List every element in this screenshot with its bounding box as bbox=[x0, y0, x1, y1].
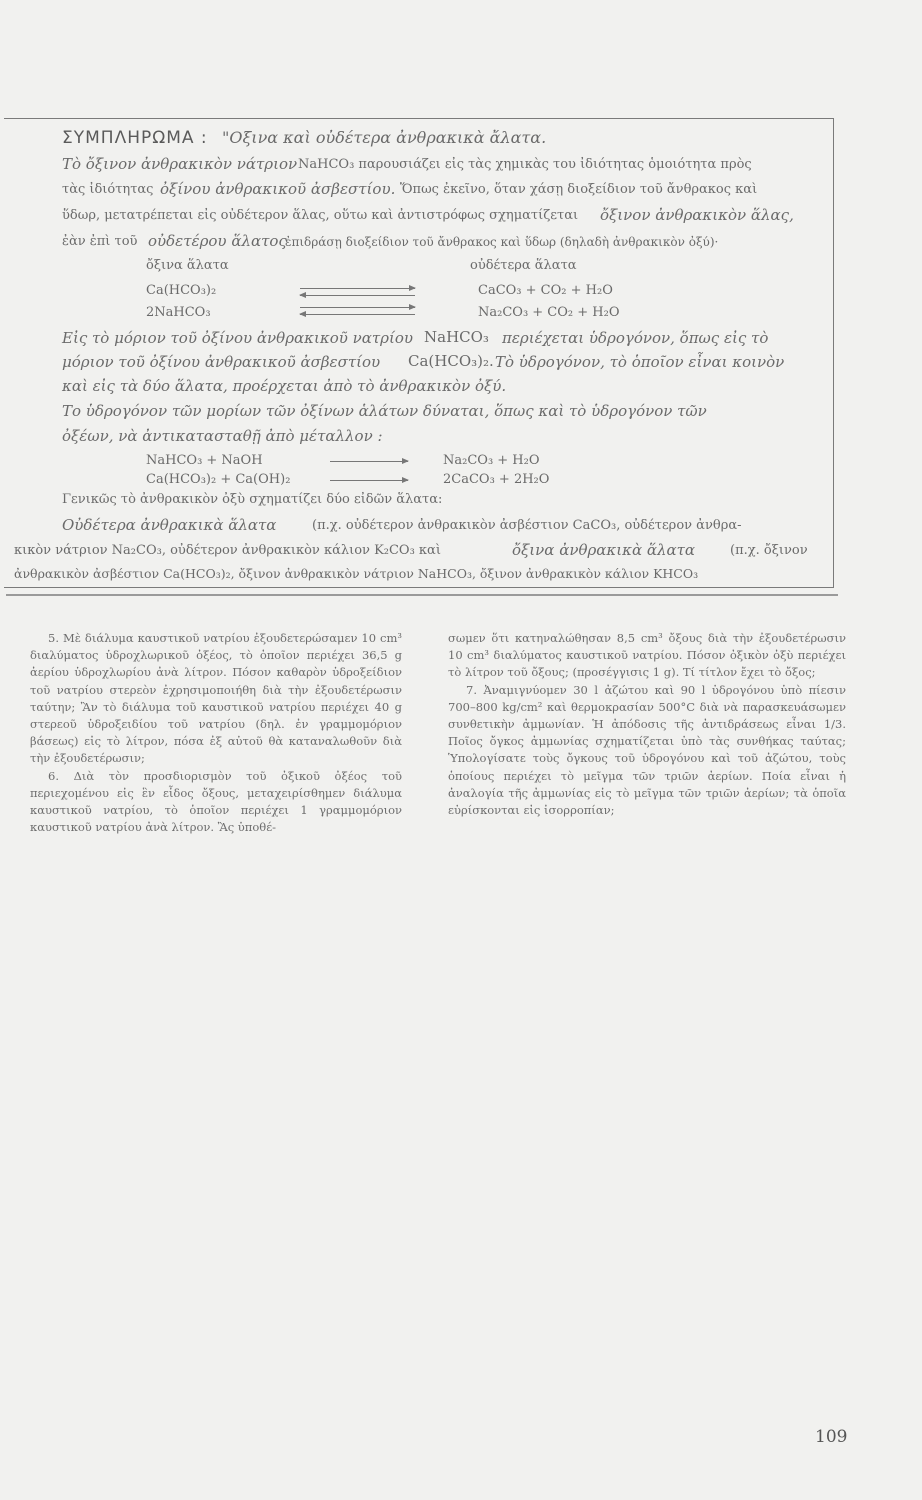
eq1-forward-arrow bbox=[300, 288, 415, 289]
eq4-right: 2CaCO₃ + 2H₂O bbox=[443, 472, 550, 487]
eq1-right: CaCO₃ + CO₂ + H₂O bbox=[478, 283, 613, 298]
p1-l4-a: ἐὰν ἐπὶ τοῦ bbox=[62, 234, 138, 249]
neutral-salts-head: οὐδέτερα ἅλατα bbox=[470, 258, 577, 273]
exercise-7: 7. Ἀναμιγνύομεν 30 l ἀζώτου καὶ 90 l ὑδρογόνου ὑπὸ πίεσιν 700–800 kg/cm² καὶ θερμοκρασίαν 500°C διὰ νὰ παρασκευάσωμεν συνθετικὴν ἀμμωνίαν. Ἡ ἀπόδοσις τῆς ἀντιδράσεως εἶναι 1/3. Ποῖος ὄγκος ἀμμωνίας σχηματίζεται ὑπὸ τὰς συνθήκας ταύτας; Ὑπολογίσατε τοὺς ὄγκους τοῦ ὑδρογόνου καὶ τοῦ ἀζώτου, τοὺς ὁποίους περιέχει τὸ μεῖγμα τῶν τριῶν ἀερίων. Ποία εἶναι ἡ ἀναλογία τῆς ἀμμωνίας εἰς τὸ μεῖγμα τῶν τριῶν ἀερίων; τὰ ὁποῖα εὑρίσκονται εἰς ἰσορροπίαν; bbox=[448, 682, 846, 818]
eq2-reverse-arrow bbox=[300, 314, 415, 315]
p2-l1-c: περιέχεται ὑδρογόνον, ὅπως εἰς τὸ bbox=[502, 329, 769, 347]
eq1-reverse-arrow bbox=[300, 295, 415, 296]
right-column bbox=[448, 630, 846, 819]
page-number: 109 bbox=[815, 1427, 848, 1447]
eq3-left: NaHCO₃ + NaOH bbox=[146, 453, 263, 468]
exercise-6: 6. Διὰ τὸν προσδιορισμὸν τοῦ ὀξικοῦ ὀξέος τοῦ περιεχομένου εἰς ἓν εἶδος ὄξους, μεταχειρίσθημεν διάλυμα καυστικοῦ νατρίου, τὸ ὁποῖον περιέχει 1 γραμμομόριον καυστικοῦ νατρίου ἀνὰ λίτρον. Ἂς ὑποθέ- bbox=[30, 768, 402, 835]
eq1-left: Ca(HCO₃)₂ bbox=[146, 283, 217, 298]
eq3-arrow bbox=[330, 461, 408, 462]
p4-l1: Γενικῶς τὸ ἀνθρακικὸν ὀξὺ σχηματίζει δύο εἰδῶν ἅλατα: bbox=[62, 492, 443, 507]
box-shadow-rule bbox=[6, 594, 838, 596]
exercise-5: 5. Μὲ διάλυμα καυστικοῦ νατρίου ἐξουδετερώσαμεν 10 cm³ διαλύματος ὑδροχλωρικοῦ ὀξέος, τὸ ὁποῖον περιέχει 36,5 g ἀερίου ὑδροχλωρίου ἀνὰ λίτρον. Πόσον καθαρὸν ὑδροξείδιον τοῦ νατρίου στερεὸν ἐχρησιμοποιήθη διὰ τὴν ἐξουδετέρωσιν ταύτην; Ἂν τὸ διάλυμα τοῦ καυστικοῦ νατρίου περιέχει 40 g στερεοῦ ὑδροξειδίου τοῦ νατρίου (δηλ. ἐν γραμμομόριον βάσεως) εἰς τὸ λίτρον, πόσα ἐξ αὐτοῦ θὰ καταναλωθοῦν διὰ τὴν ἐξουδετέρωσιν; bbox=[30, 631, 402, 766]
p1-l3-b: ὄξινον ἀνθρακικὸν ἅλας, bbox=[600, 206, 794, 224]
p2-l3: καὶ εἰς τὰ δύο ἅλατα, προέρχεται ἀπὸ τὸ ἀνθρακικὸν ὀξύ. bbox=[62, 377, 507, 395]
p2-l2-b: Ca(HCO₃)₂. bbox=[408, 352, 494, 370]
p3-l2: ὀξέων, νὰ ἀντικατασταθῇ ἀπὸ μέταλλον : bbox=[62, 427, 383, 445]
eq3-right: Na₂CO₃ + H₂O bbox=[443, 453, 540, 468]
p2-l2-c: Τὸ ὑδρογόνον, τὸ ὁποῖον εἶναι κοινὸν bbox=[495, 353, 785, 371]
p5-l2-a: κικὸν νάτριον Na₂CO₃, οὐδέτερον ἀνθρακικὸν κάλιον K₂CO₃ καὶ bbox=[14, 543, 441, 558]
p2-l1-a: Εἰς τὸ μόριον τοῦ ὀξίνου ἀνθρακικοῦ νατρίου bbox=[62, 329, 414, 347]
p1-l3-a: ὕδωρ, μετατρέπεται εἰς οὐδέτερον ἅλας, οὕτω καὶ ἀντιστρόφως σχηματίζεται bbox=[62, 208, 579, 223]
p5-l1-b: (π.χ. οὐδέτερον ἀνθρακικὸν ἀσβέστιον CaCO₃, οὐδέτερον ἀνθρα- bbox=[312, 518, 742, 533]
left-column bbox=[30, 630, 402, 836]
p5-l2-c: (π.χ. ὄξινον bbox=[730, 543, 808, 558]
supplement-title: "Οξινα καὶ οὐδέτερα ἀνθρακικὰ ἄλατα. bbox=[222, 128, 547, 147]
p1-l2-b: ὀξίνου ἀνθρακικοῦ ἀσβεστίου. bbox=[160, 180, 396, 198]
p1-l2-c: Ὅπως ἐκεῖνο, ὅταν χάσῃ διοξείδιον τοῦ ἄνθρακος καὶ bbox=[400, 182, 758, 197]
p5-l1-a: Οὐδέτερα ἀνθρακικὰ ἅλατα bbox=[62, 516, 277, 534]
p1-l4-c: ἐπιδράσῃ διοξείδιον τοῦ ἄνθρακος καὶ ὕδωρ (δηλαδὴ ἀνθρακικὸν ὀξύ)· bbox=[285, 235, 719, 249]
exercise-6-continued: σωμεν ὅτι κατηναλώθησαν 8,5 cm³ ὄξους διὰ τὴν ἐξουδετέρωσιν 10 cm³ διαλύματος καυστικοῦ νατρίου. Πόσον ὀξικὸν ὀξὺ περιέχει τὸ λίτρον τοῦ ὄξους; (προσέγγισις 1 g). Τί τίτλον ἔχει τὸ ὄξος; bbox=[448, 631, 846, 680]
eq2-forward-arrow bbox=[300, 307, 415, 308]
supplement-label: ΣΥΜΠΛΗΡΩΜΑ : bbox=[62, 128, 208, 148]
acid-salts-head: ὄξινα ἅλατα bbox=[146, 258, 229, 273]
p1-l4-b: οὐδετέρου ἅλατος bbox=[148, 232, 287, 250]
p5-l3: ἀνθρακικὸν ἀσβέστιον Ca(HCO₃)₂, ὄξινον ἀνθρακικὸν νάτριον NaHCO₃, ὄξινον ἀνθρακικὸν κάλιον KHCO₃ bbox=[14, 566, 699, 581]
p1-l2-a: τὰς ἰδιότητας bbox=[62, 182, 154, 197]
p3-l1: Το ὑδρογόνον τῶν μορίων τῶν ὀξίνων ἁλάτων δύναται, ὅπως καὶ τὸ ὑδρογόνον τῶν bbox=[62, 402, 707, 420]
p2-l2-a: μόριον τοῦ ὀξίνου ἀνθρακικοῦ ἀσβεστίου bbox=[62, 353, 381, 371]
p2-l1-b: NaHCO₃ bbox=[424, 328, 489, 346]
eq4-arrow bbox=[330, 480, 408, 481]
p1-l1-a: Τὸ ὄξινον ἀνθρακικὸν νάτριον bbox=[62, 155, 298, 173]
eq2-left: 2NaHCO₃ bbox=[146, 305, 211, 320]
eq2-right: Na₂CO₃ + CO₂ + H₂O bbox=[478, 305, 620, 320]
p1-l1-b: NaHCO₃ παρουσιάζει εἰς τὰς χημικὰς του ἰδιότητας ὁμοιότητα πρὸς bbox=[298, 157, 752, 172]
p5-l2-b: ὄξινα ἀνθρακικὰ ἅλατα bbox=[512, 541, 696, 559]
eq4-left: Ca(HCO₃)₂ + Ca(OH)₂ bbox=[146, 472, 291, 487]
